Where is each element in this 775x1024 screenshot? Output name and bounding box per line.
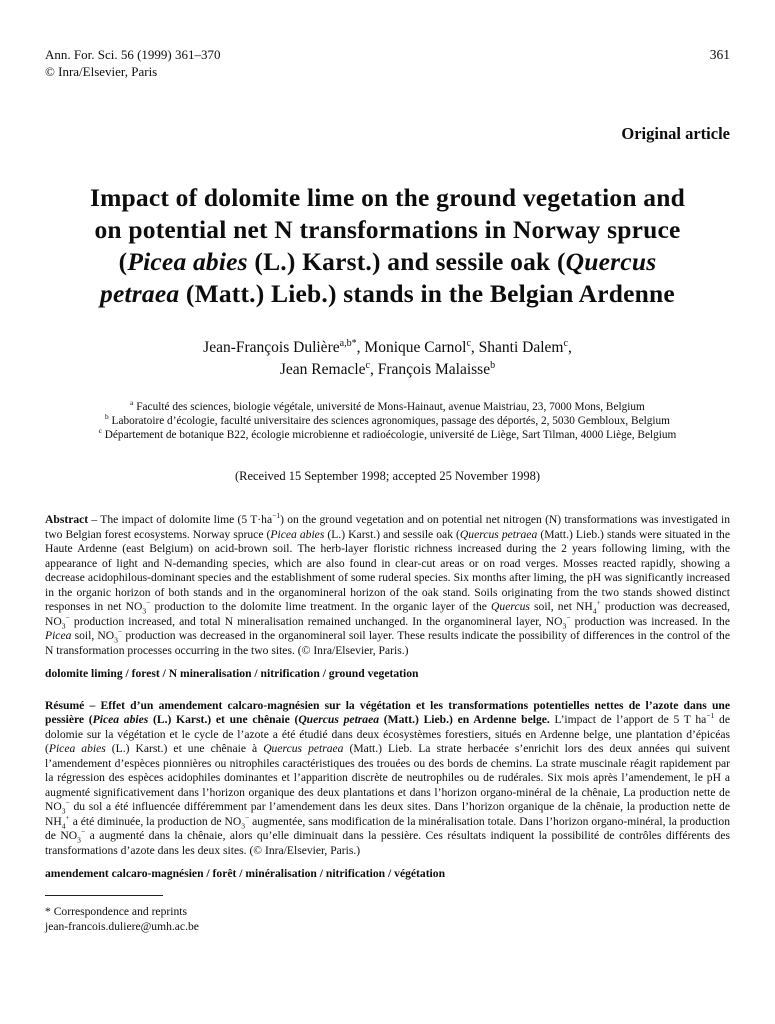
correspondence-note: * Correspondence and reprints bbox=[45, 904, 187, 918]
affiliation-c: $^c$ Département de botanique B22, écologie microbienne et radioécologie, université de Liège, Sart Tilman, 4000 Liège, Belgium bbox=[98, 426, 677, 441]
english-keywords: dolomite liming / forest / N mineralisation / nitrification / ground vegetation bbox=[45, 667, 419, 680]
authors-line-1: Jean-François Dulière$^{a,b*}$, Monique Carnol$^c$, Shanti Dalem$^c$, bbox=[203, 337, 572, 356]
affiliation-b: $^b$ Laboratoire d’écologie, faculté universitaire des sciences agronomiques, passage des déportés, 2, 5030 Gembloux, Belgium bbox=[105, 412, 670, 427]
footnote-divider bbox=[45, 895, 163, 896]
authors-line-2: Jean Remacle$^c$, François Malaisse$^b$ bbox=[279, 359, 496, 378]
received-dates: (Received 15 September 1998; accepted 25 November 1998) bbox=[234, 469, 541, 483]
article-title bbox=[45, 182, 730, 310]
affiliations bbox=[45, 400, 730, 442]
title-line-1: Impact of dolomite lime on the ground vegetation and bbox=[89, 183, 685, 212]
article-type-label: Original article bbox=[621, 124, 730, 143]
copyright-line: © Inra/Elsevier, Paris bbox=[45, 64, 158, 79]
masthead bbox=[45, 0, 730, 80]
page-number: 361 bbox=[709, 47, 730, 62]
title-line-3: (Picea abies (L.) Karst.) and sessile oak (Quercus bbox=[118, 247, 657, 276]
journal-info bbox=[45, 46, 221, 80]
correspondence-email: jean-francois.duliere@umh.ac.be bbox=[45, 920, 199, 933]
abstract-paragraph: Abstract – The impact of dolomite lime (5 $T\cdot ha^{-1}$) on the ground vegetation and on potential net nitrogen (N) transformations was investigated in two Belgian forest ecosystems. Norway spruce (Picea abies (L.) Karst.) and sessile oak (Quercus petraea (Matt.) Lieb.) stands were situated in the Haute Ardenne (east Belgium) on acid-brown soil. The herb-layer floristic richness increased during the 2 years following liming, with the appearance of light and N-demanding species, which are also found in clear-cut areas or on road verges. Mosses reacted rapidly, showing a decrease acidophilous-dominant species and the establishment of some ruderal species. Six months after liming, the pH was significantly increased in the organic horizon of both stands and in the organomineral horizon of the oak stand. Soils originating from the two stands showed distinct responses in net $NO_3^-$ production to the dolomite lime treatment. In the organic layer of the Quercus soil, net $NH_4^+$ production was decreased, $NO_3^-$ production increased, and total N mineralisation remained unchanged. In the organomineral layer, $NO_3^-$ production was increased. In the Picea soil, $NO_3^-$ production was decreased in the organomineral soil layer. These results indicate the possibility of differences in the control of the N transformation processes occurring in the two sites. (© Inra/Elsevier, Paris.) bbox=[45, 511, 731, 657]
journal-reference: Ann. For. Sci. 56 (1999) 361–370 bbox=[45, 47, 221, 62]
resume-paragraph: Résumé – Effet d’un amendement calcaro-magnésien sur la végétation et les transformations potentielles nettes de l’azote dans une pessière (Picea abies (L.) Karst.) et une chênaie (Quercus petraea (Matt.) Lieb.) en Ardenne belge. L’impact de l’apport de 5 T $ha^{-1}$ de dolomie sur la végétation et le cycle de l’azote a été étudié dans deux écosystèmes forestiers, situés en Ardenne belge, une plantation d’épicéas (Picea abies (L.) Karst.) et une chênaie à Quercus petraea (Matt.) Lieb. La strate herbacée s’enrichit lors des deux années qui suivent l’amendement d’espèces pionnières ou nitrophiles caractéristiques des trouées ou des bords de chemins. La strate muscinale réagit rapidement par la régression des espèces acidophiles dominantes et l’apparition discrète de neutrophiles ou de rudérales. Six mois après l’amendement, le pH a augmenté significativement dans l’horizon organique des deux plantations et dans l’horizon organo-minéral de la chênaie, La production nette de $NO_3^-$ du sol a été influencée différemment par l’amendement dans les deux sites. Dans l’horizon organique de la chênaie, la production nette de $NH_4^+$ a été diminuée, la production de $NO_3^-$ augmentée, sans modification de la minéralisation totale. Dans l’horizon organo-minéral, la production de $NO_3^-$ a augmenté dans la chênaie, alors qu’elle diminuait dans la pessière. Ces résultats indiquent la possibilité de contrôles différents des transformations d’azote dans les deux sites. (© Inra/Elsevier, Paris.) bbox=[45, 698, 731, 857]
french-keywords: amendement calcaro-magnésien / forêt / minéralisation / nitrification / végétation bbox=[45, 867, 446, 880]
title-line-4: petraea (Matt.) Lieb.) stands in the Belgian Ardenne bbox=[100, 279, 675, 308]
authors bbox=[45, 337, 730, 381]
affiliation-a: $^a$ Faculté des sciences, biologie végétale, université de Mons-Hainaut, avenue Maistriau, 23, 7000 Mons, Belgium bbox=[130, 398, 645, 413]
title-line-2: on potential net N transformations in Norway spruce bbox=[94, 215, 681, 244]
footnote bbox=[45, 904, 730, 935]
